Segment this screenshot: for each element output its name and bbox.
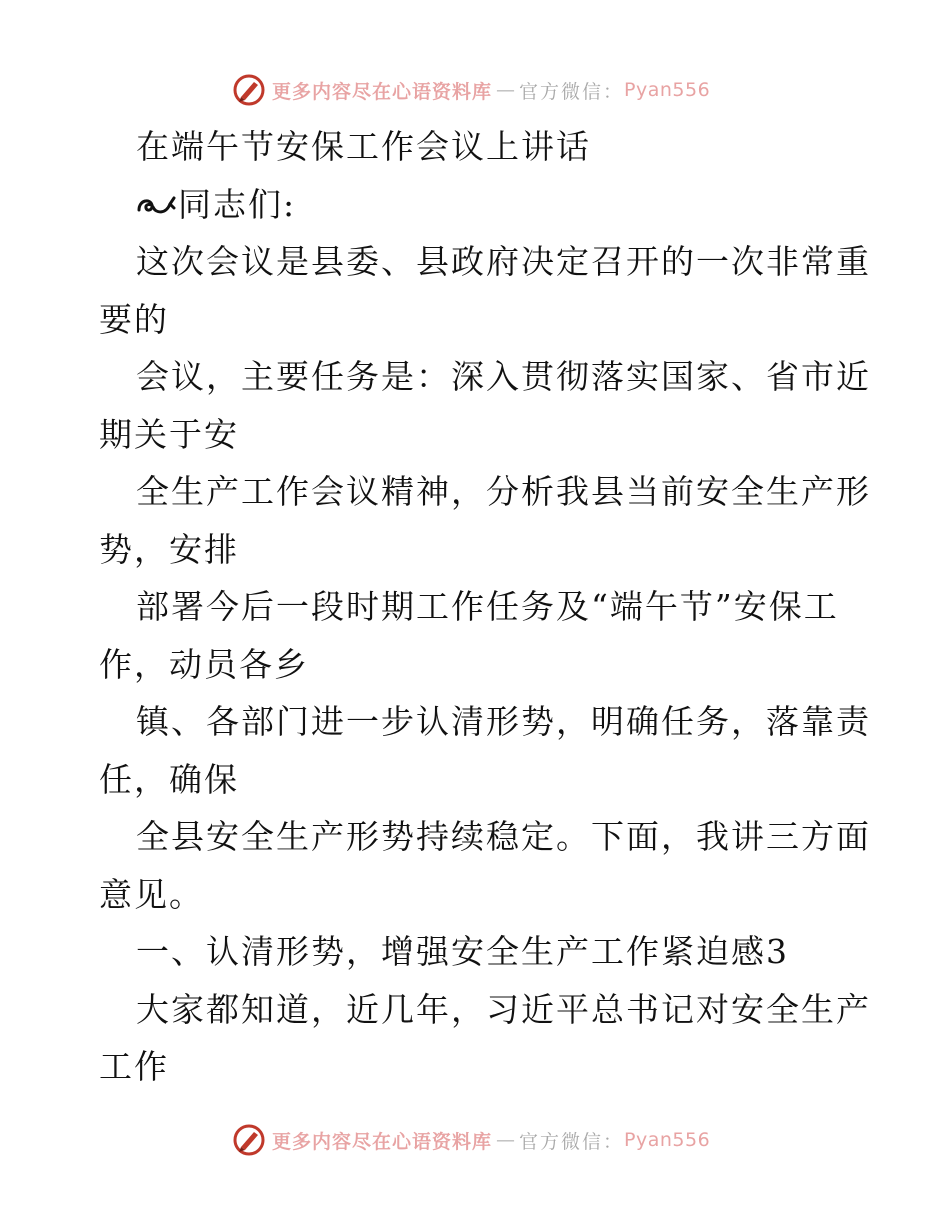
swirl-ornament-icon bbox=[136, 190, 176, 220]
greeting-text: 同志们: bbox=[178, 184, 297, 224]
watermark-banner-bottom bbox=[232, 1120, 752, 1160]
watermark-sub-text: 官方微信： bbox=[519, 80, 625, 103]
paragraph-line: 期关于安 bbox=[99, 414, 239, 454]
watermark-id: Pyan556 bbox=[624, 1129, 711, 1151]
paragraph-line: 作，动员各乡 bbox=[99, 644, 309, 684]
paragraph-line: 意见。 bbox=[99, 874, 204, 914]
paragraph-line: 工作 bbox=[99, 1047, 169, 1086]
paragraph-line: 部署今后一段时期工作任务及“端午节”安保工 bbox=[136, 587, 839, 626]
watermark-separator: — bbox=[496, 1129, 516, 1151]
pen-seal-icon bbox=[232, 1123, 266, 1157]
paragraph-line: 势，安排 bbox=[99, 529, 239, 569]
paragraph-line: 全生产工作会议精神，分析我县当前安全生产形 bbox=[136, 472, 871, 511]
document-title: 在端午节安保工作会议上讲话 bbox=[136, 127, 591, 166]
paragraph-line: 大家都知道，近几年，习近平总书记对安全生产 bbox=[136, 989, 871, 1029]
paragraph-line: 这次会议是县委、县政府决定召开的一次非常重 bbox=[136, 242, 871, 281]
watermark-main-text: 更多内容尽在心语资料库 bbox=[272, 80, 493, 103]
watermark-main-text: 更多内容尽在心语资料库 bbox=[272, 1130, 493, 1153]
watermark-sub-text: 官方微信： bbox=[519, 1130, 625, 1153]
watermark-id: Pyan556 bbox=[624, 79, 711, 101]
paragraph-line: 任，确保 bbox=[99, 759, 239, 799]
pen-seal-icon bbox=[232, 73, 266, 107]
document-body bbox=[99, 118, 871, 1096]
watermark-banner-top bbox=[232, 70, 752, 110]
paragraph-line: 要的 bbox=[99, 299, 169, 339]
paragraph-line: 全县安全生产形势持续稳定。下面，我讲三方面 bbox=[136, 817, 871, 856]
paragraph-line: 会议，主要任务是：深入贯彻落实国家、省市近 bbox=[136, 357, 871, 396]
paragraph-line: 镇、各部门进一步认清形势，明确任务，落靠责 bbox=[136, 702, 871, 741]
greeting-line bbox=[99, 176, 859, 234]
watermark-separator: — bbox=[496, 79, 516, 101]
section-heading: 一、认清形势，增强安全生产工作紧迫感3 bbox=[136, 932, 789, 971]
